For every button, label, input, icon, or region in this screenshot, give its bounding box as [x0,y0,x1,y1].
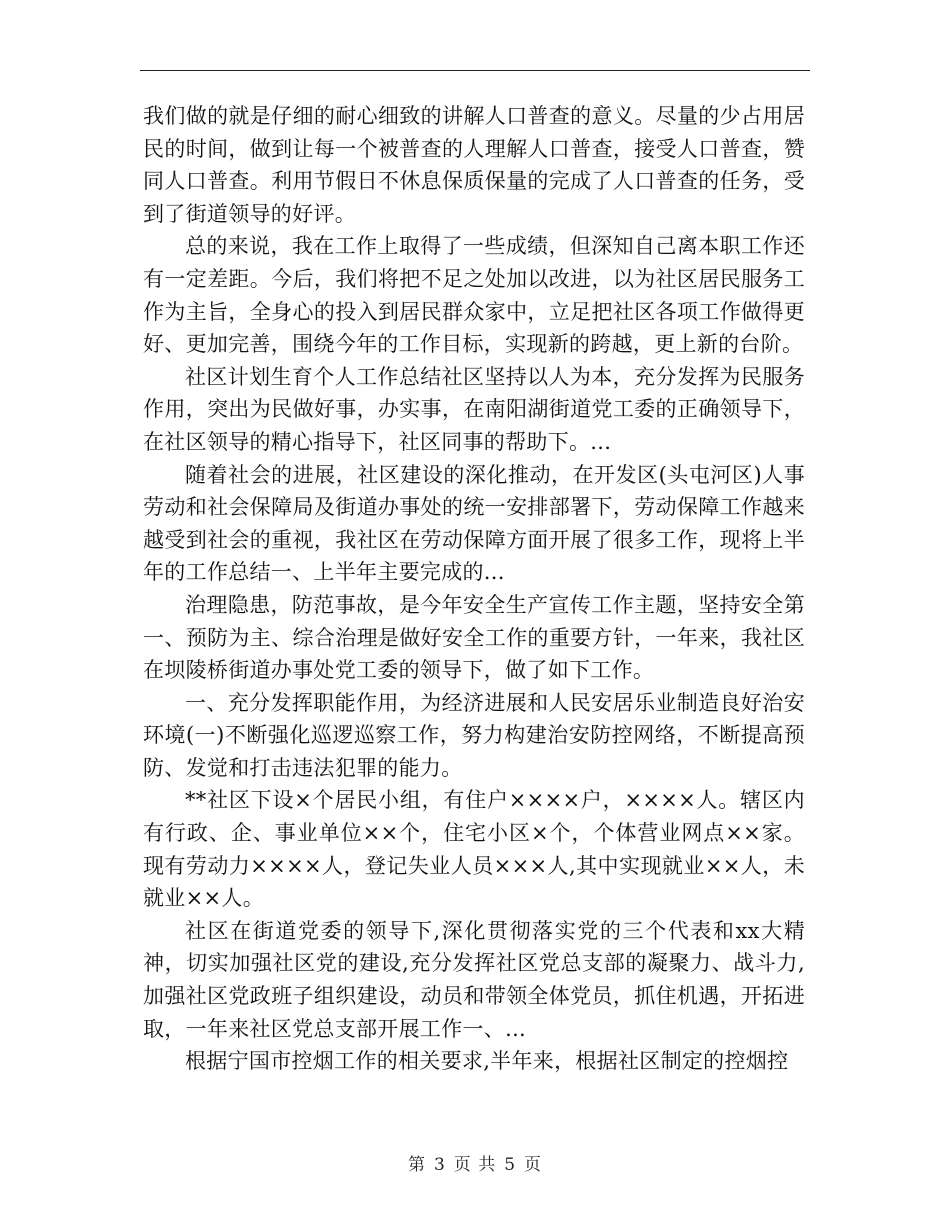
footer-suffix: 页 [524,1155,543,1175]
paragraph: 社区计划生育个人工作总结社区坚持以人为本，充分发挥为民服务作用，突出为民做好事，办实事，在南阳湖街道党工委的正确领导下，在社区领导的精心指导下，社区同事的帮助下。... [143,364,805,454]
footer-current-page: 3 [433,1155,446,1175]
paragraph: 根据宁国市控烟工作的相关要求,半年来，根据社区制定的控烟控 [185,1049,789,1074]
footer-middle: 页 共 [453,1155,497,1175]
paragraph: 治理隐患，防范事故，是今年安全生产宣传工作主题，坚持安全第一、预防为主、综合治理是做好安全工作的重要方针，一年来，我社区在坝陵桥街道办事处党工委的领导下，做了如下工作。 [143,592,805,683]
page-footer [0,1150,950,1175]
footer-total-pages: 5 [504,1155,517,1175]
paragraph: 社区在街道党委的领导下,深化贯彻落实党的三个代表和xx大精神，切实加强社区党的建设,充分发挥社区党总支部的凝聚力、战斗力,加强社区党政班子组织建设，动员和带领全体党员，抓住机遇，开拓进取，一年来社区党总支部开展工作一、... [143,918,805,1041]
paragraph: 总的来说，我在工作上取得了一些成绩，但深知自己离本职工作还有一定差距。今后，我们将把不足之处加以改进，以为社区居民服务工作为主旨，全身心的投入到居民群众家中，立足把社区各项工作做得更好、更加完善，围绕今年的工作目标，实现新的跨越，更上新的台阶。 [143,234,805,357]
footer-prefix: 第 [407,1155,426,1175]
paragraph: **社区下设×个居民小组，有住户××××户，××××人。辖区内有行政、企、事业单位××个，住宅小区×个，个体营业网点××家。现有劳动力××××人，登记失业人员×××人,其中实现就业××人，未就业××人。 [143,788,805,911]
paragraph: 一、充分发挥职能作用，为经济进展和人民安居乐业制造良好治安环境(一)不断强化巡逻巡察工作，努力构建治安防控网络，不断提高预防、发觉和打击违法犯罪的能力。 [143,690,805,780]
paragraph: 随着社会的进展，社区建设的深化推动，在开发区(头屯河区)人事劳动和社会保障局及街道办事处的统一安排部署下，劳动保障工作越来越受到社会的重视，我社区在劳动保障方面开展了很多工作，现将上半年的工作总结一、上半年主要完成的... [143,462,805,585]
header-rule [140,70,810,71]
paragraph: 我们做的就是仔细的耐心细致的讲解人口普查的意义。尽量的少占用居民的时间，做到让每一个被普查的人理解人口普查，接受人口普查，赞同人口普查。利用节假日不休息保质保量的完成了人口普查的任务，受到了街道领导的好评。 [143,104,805,226]
body-text [143,100,805,1078]
